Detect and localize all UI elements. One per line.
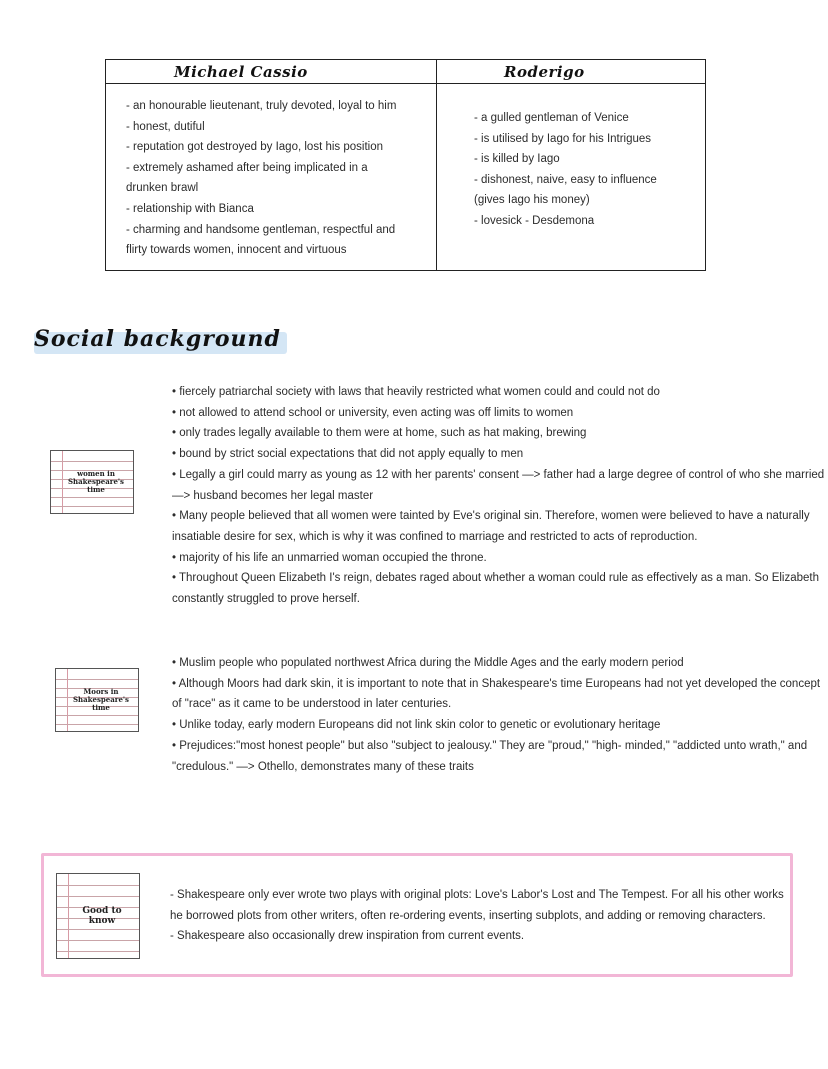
notepad-label: Good to know	[82, 906, 122, 926]
list-item: - lovesick - Desdemona	[474, 214, 595, 227]
list-item: - reputation got destroyed by Iago, lost his position	[126, 141, 383, 154]
list-item: - Shakespeare only ever wrote two plays with original plots: Love's Labor's Lost and The Tempest. For all his other works	[170, 889, 784, 901]
list-item: • Although Moors had dark skin, it is important to note that in Shakespeare's time Europeans had not yet developed the concept	[172, 677, 821, 690]
list-item: insatiable desire for sex, which is why it was confined to marriage and restricted to acts of reproduction.	[172, 530, 698, 543]
list-item: (gives Iago his money)	[474, 194, 590, 207]
list-item: "credulous." —> Othello, demonstrates many of these traits	[172, 760, 474, 773]
list-item: - a gulled gentleman of Venice	[474, 112, 629, 124]
women-notes	[172, 382, 824, 610]
notepad-label: Moors in Shakespeare's time	[72, 687, 130, 712]
list-item: • only trades legally available to them were at home, such as hat making, brewing	[172, 427, 587, 440]
list-item: - relationship with Bianca	[126, 202, 254, 215]
list-item: • majority of his life an unmarried woman occupied the throne.	[172, 551, 487, 564]
list-item: - extremely ashamed after being implicated in a	[126, 161, 368, 174]
table-header-divider	[106, 83, 705, 84]
list-item: - an honourable lieutenant, truly devoted, loyal to him	[126, 100, 397, 112]
list-item: • Muslim people who populated northwest Africa during the Middle Ages and the early modern period	[172, 657, 684, 669]
notepad-icon	[56, 873, 140, 959]
list-item: - Shakespeare also occasionally drew inspiration from current events.	[170, 930, 525, 943]
cassio-traits	[126, 96, 396, 261]
good-to-know-notes	[170, 885, 784, 947]
list-item: flirty towards women, innocent and virtuous	[126, 244, 347, 257]
list-item: - is utilised by Iago for his Intrigues	[474, 132, 652, 145]
list-item: • Unlike today, early modern Europeans did not link skin color to genetic or evolutionary heritage	[172, 719, 661, 732]
list-item: • Many people believed that all women were tainted by Eve's original sin. Therefore, women were believed to have a naturally	[172, 510, 810, 523]
notepad-icon	[55, 668, 139, 732]
section-title	[34, 326, 281, 352]
list-item: of "race" as it came to be understood in later centuries.	[172, 698, 452, 711]
list-item: constantly struggled to prove herself.	[172, 593, 360, 606]
cassio-heading: Michael Cassio	[174, 63, 308, 81]
list-item: - dishonest, naive, easy to influence	[474, 173, 657, 186]
list-item: • Prejudices:"most honest people" but also "subject to jealousy." They are "proud," "high- minded," "addicted unto wrath," and	[172, 739, 808, 752]
character-table	[105, 59, 706, 271]
notepad-icon	[50, 450, 134, 514]
list-item: • Throughout Queen Elizabeth I's reign, debates raged about whether a woman could rule as effectively as a man. So Elizabeth	[172, 572, 819, 585]
moors-notes	[172, 653, 820, 777]
list-item: • fiercely patriarchal society with laws that heavily restricted what women could and could not do	[172, 386, 660, 398]
roderigo-heading: Roderigo	[504, 63, 585, 81]
list-item: he borrowed plots from other writers, often re-ordering events, inserting subplots, and adding or removing characters.	[170, 909, 766, 922]
list-item: drunken brawl	[126, 182, 199, 195]
list-item: • Legally a girl could marry as young as 12 with her parents' consent —> father had a large degree of control of who she married	[172, 468, 825, 481]
list-item: - charming and handsome gentleman, respectful and	[126, 223, 396, 236]
list-item: —> husband becomes her legal master	[172, 489, 374, 502]
table-column-divider	[436, 60, 437, 270]
notepad-label: women in Shakespeare's time	[67, 469, 125, 494]
roderigo-traits	[474, 108, 657, 232]
list-item: - honest, dutiful	[126, 120, 205, 133]
list-item: - is killed by Iago	[474, 153, 560, 166]
list-item: • not allowed to attend school or university, even acting was off limits to women	[172, 406, 574, 419]
section-title-text: Social background	[34, 326, 281, 352]
list-item: • bound by strict social expectations that did not apply equally to men	[172, 448, 524, 461]
